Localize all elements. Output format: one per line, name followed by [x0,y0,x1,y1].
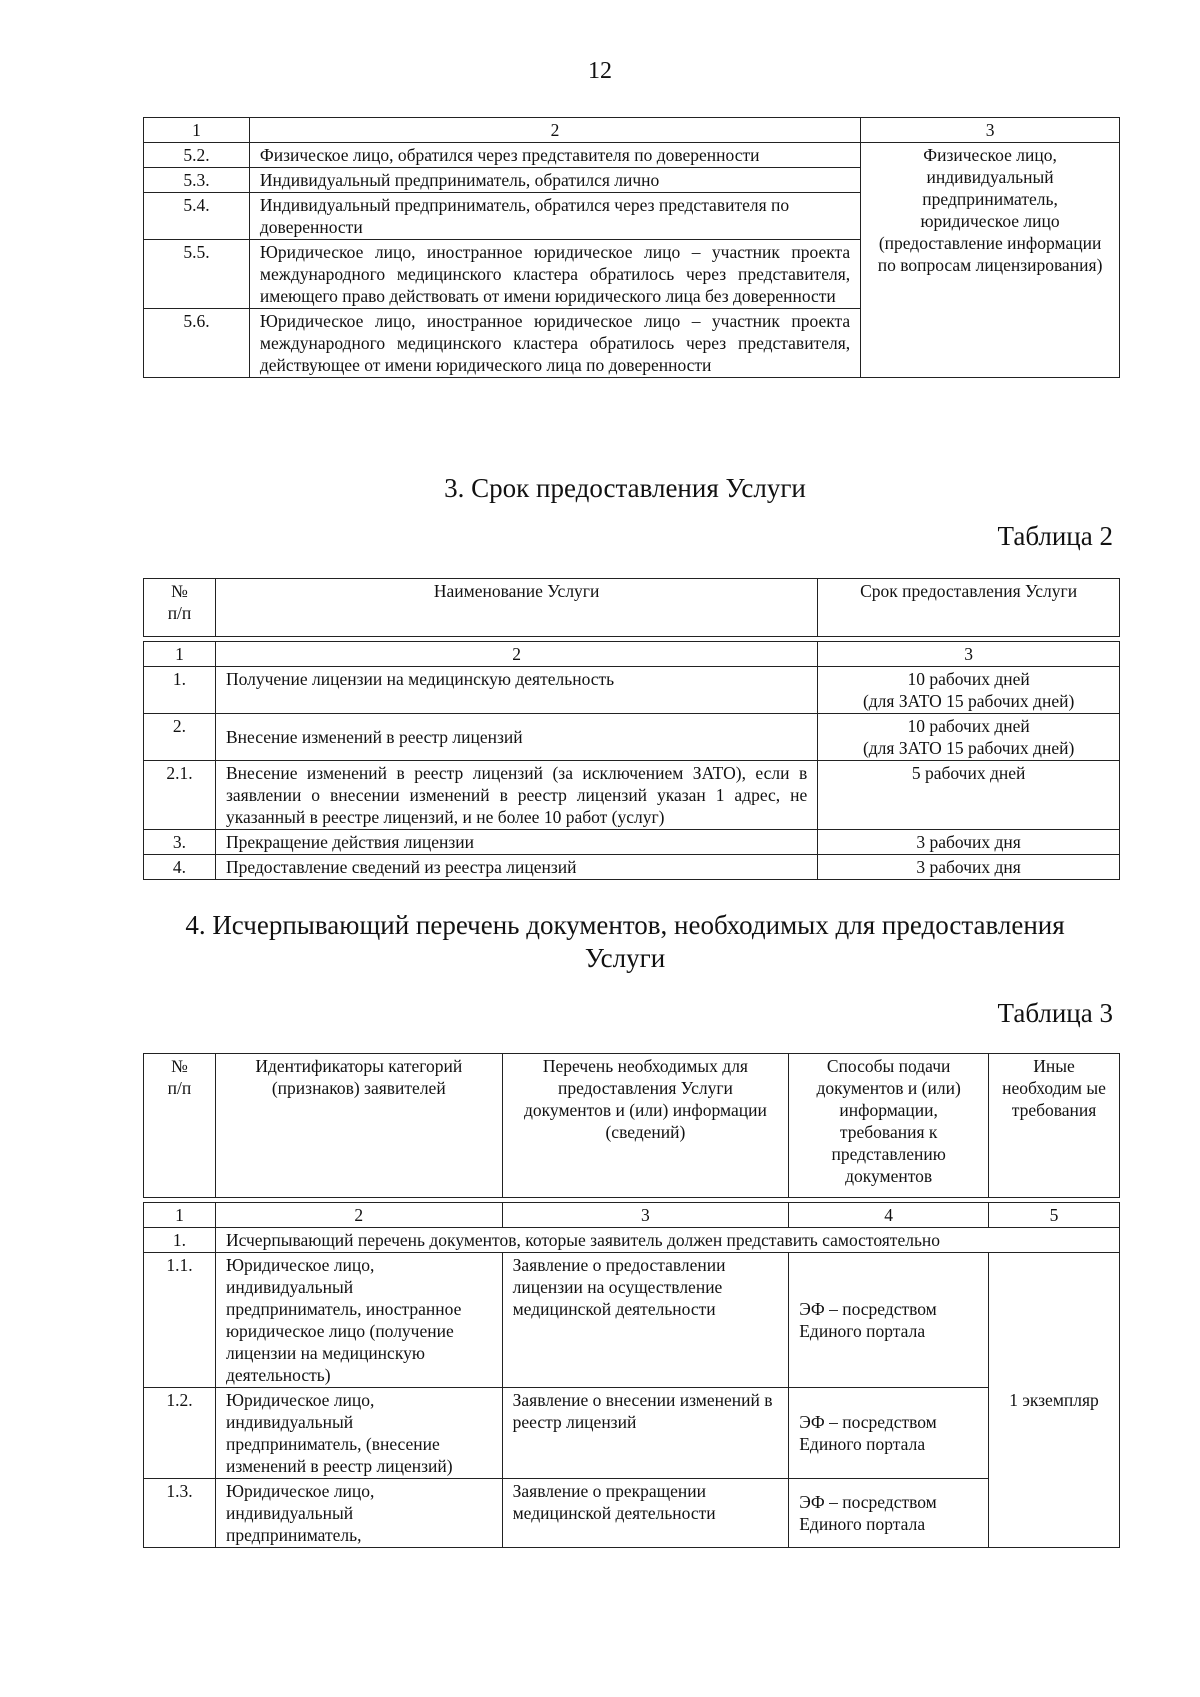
row-number: 1. [144,667,216,714]
table-index-row [144,1203,1120,1228]
continuation-table [143,117,1120,378]
merged-applicant-cell: Физическое лицо, индивидуальный предприниматель, юридическое лицо (предоставление информации по вопросам лицензирования) [861,143,1120,378]
group-row [144,1228,1120,1253]
service-name: Получение лицензии на медицинскую деятельность [215,667,817,714]
other-requirements-merged: 1 экземпляр [989,1253,1120,1548]
section-4-title: 4. Исчерпывающий перечень документов, необходимых для предоставления Услуги [185,910,1065,973]
table-row [144,667,1120,714]
row-text: Физическое лицо, обратился через представителя по доверенности [249,143,860,168]
service-term-table [143,578,1120,880]
term-zato: (для ЗАТО 15 рабочих дней) [862,691,1075,711]
table-row [144,143,1120,168]
row-number: 2.1. [144,761,216,830]
table-row [144,830,1120,855]
service-term-header: Срок предоставления Услуги [818,579,1120,637]
term-zato: (для ЗАТО 15 рабочих дней) [862,738,1075,758]
service-name: Прекращение действия лицензии [215,830,817,855]
table-row [144,1479,1120,1548]
index-cell: 3 [818,642,1120,667]
number-header: № п/п [144,579,216,637]
service-term [818,667,1120,714]
row-number: 5.3. [144,168,250,193]
table-3-caption: Таблица 3 [997,998,1113,1028]
index-cell: 2 [215,642,817,667]
table-header-row [144,1054,1120,1198]
row-number: 4. [144,855,216,880]
term-days: 10 рабочих дней [907,716,1030,736]
table-row [144,1253,1120,1388]
table-row [144,855,1120,880]
table-header-row [144,579,1120,637]
section-3-title: 3. Срок предоставления Услуги [444,473,806,503]
table-header-cell: 3 [861,118,1120,143]
row-number: 1.2. [144,1388,216,1479]
service-term: 5 рабочих дней [818,761,1120,830]
index-cell: 1 [144,1203,216,1228]
row-number: 5.2. [144,143,250,168]
service-term: 3 рабочих дня [818,830,1120,855]
row-text: Индивидуальный предприниматель, обратился лично [249,168,860,193]
row-number: 1.1. [144,1253,216,1388]
row-number: 5.4. [144,193,250,240]
service-name-header: Наименование Услуги [215,579,817,637]
methods-header: Способы подачи документов и (или) информации, требования к представлению документов [789,1054,989,1198]
row-number: 5.5. [144,240,250,309]
row-number: 1.3. [144,1479,216,1548]
submission-method: ЭФ – посредством Единого портала [789,1253,989,1388]
service-name: Внесение изменений в реестр лицензий (за исключением ЗАТО), если в заявлении о внесении изменений в реестр лицензий указан 1 адрес, не указанный в реестре лицензий, и не более 10 работ (услуг) [215,761,817,830]
other-requirements-header: Иные необходим ые требования [989,1054,1120,1198]
index-cell: 4 [789,1203,989,1228]
group-title: Исчерпывающий перечень документов, которые заявитель должен представить самостоятельно [215,1228,1119,1253]
service-term: 3 рабочих дня [818,855,1120,880]
documents-header: Перечень необходимых для предоставления Услуги документов и (или) информации (сведений) [502,1054,789,1198]
term-days: 10 рабочих дней [907,669,1030,689]
table-2-caption: Таблица 2 [997,521,1113,551]
row-number: 5.6. [144,309,250,378]
page-number: 12 [588,58,612,84]
row-text: Индивидуальный предприниматель, обратился через представителя по доверенности [249,193,860,240]
index-cell: 1 [144,642,216,667]
row-text: Юридическое лицо, иностранное юридическое лицо – участник проекта международного медицинского кластера обратилось через представителя, имеющего право действовать от имени юридического лица без доверенности [249,240,860,309]
index-cell: 2 [215,1203,502,1228]
index-cell: 5 [989,1203,1120,1228]
applicant-category: Юридическое лицо, индивидуальный предприниматель, [215,1479,502,1548]
documents-table [143,1053,1120,1548]
applicant-category: Юридическое лицо, индивидуальный предприниматель, иностранное юридическое лицо (получение лицензии на медицинскую деятельность) [215,1253,502,1388]
applicant-category: Юридическое лицо, индивидуальный предприниматель, (внесение изменений в реестр лицензий) [215,1388,502,1479]
table-header-cell: 1 [144,118,250,143]
row-text: Юридическое лицо, иностранное юридическое лицо – участник проекта международного медицинского кластера обратилось через представителя, действующее от имени юридического лица по доверенности [249,309,860,378]
number-header: № п/п [144,1054,216,1198]
required-document: Заявление о прекращении медицинской деятельности [502,1479,789,1548]
required-document: Заявление о внесении изменений в реестр лицензий [502,1388,789,1479]
table-header-row [144,118,1120,143]
row-number: 3. [144,830,216,855]
table-row [144,714,1120,761]
submission-method: ЭФ – посредством Единого портала [789,1479,989,1548]
required-document: Заявление о предоставлении лицензии на осуществление медицинской деятельности [502,1253,789,1388]
categories-header: Идентификаторы категорий (признаков) заявителей [215,1054,502,1198]
table-index-row [144,642,1120,667]
submission-method: ЭФ – посредством Единого портала [789,1388,989,1479]
table-row [144,761,1120,830]
table-header-cell: 2 [249,118,860,143]
service-name: Внесение изменений в реестр лицензий [215,714,817,761]
table-row [144,1388,1120,1479]
index-cell: 3 [502,1203,789,1228]
service-name: Предоставление сведений из реестра лицензий [215,855,817,880]
row-number: 2. [144,714,216,761]
row-number: 1. [144,1228,216,1253]
service-term [818,714,1120,761]
